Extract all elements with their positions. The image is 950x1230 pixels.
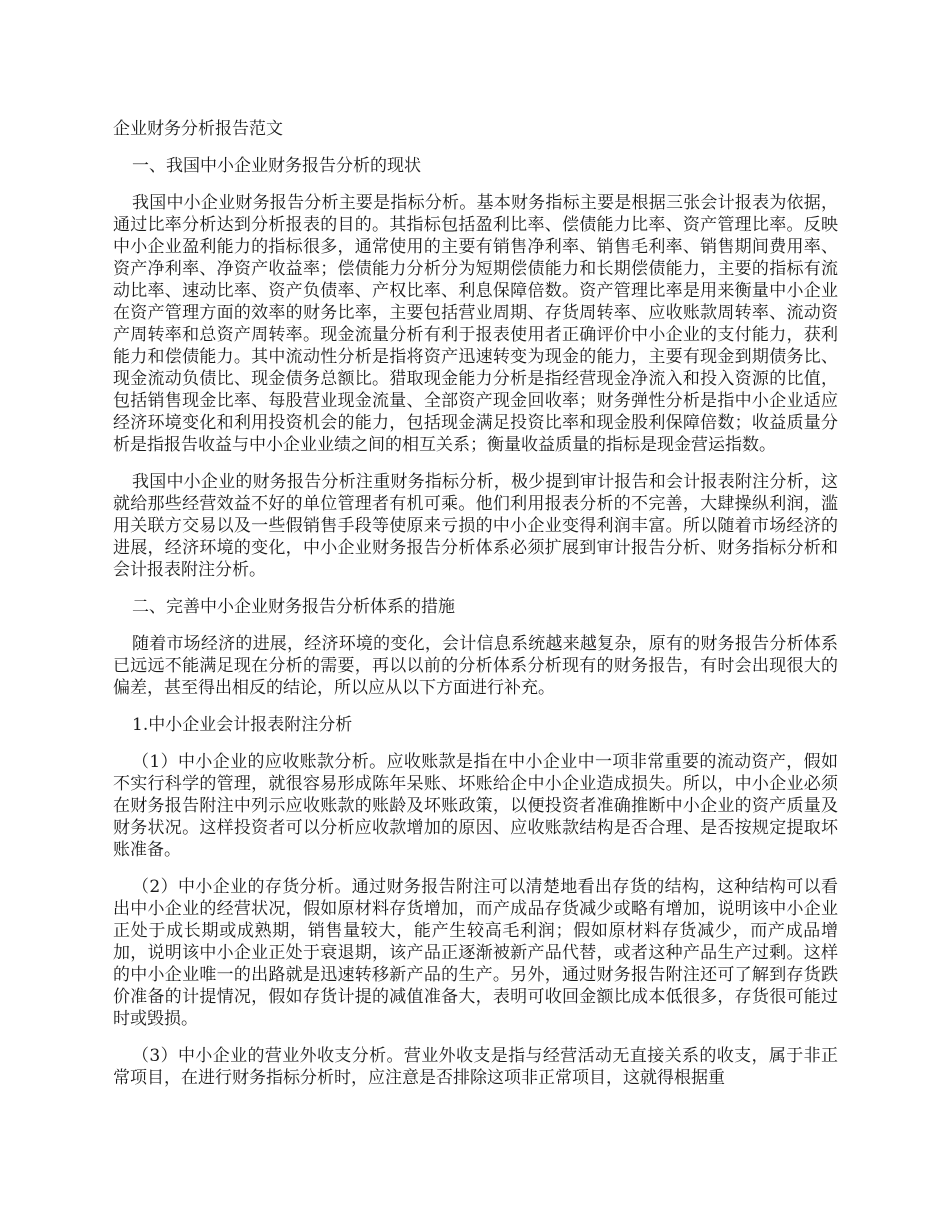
paragraph: 随着市场经济的进展，经济环境的变化，会计信息系统越来越复杂，原有的财务报告分析体系已远远不能满足现在分析的需要，再以以前的分析体系分析现有的财务报告，有时会出现很大的偏差，甚至得出相反的结论，所以应从以下方面进行补充。 — [113, 634, 838, 698]
list-item-paragraph: （1）中小企业的应收账款分析。应收账款是指在中小企业中一项非常重要的流动资产，假如不实行科学的管理，就很容易形成陈年呆账、坏账给企中小企业造成损失。所以，中小企业必须在财务报告附注中列示应收账款的账龄及坏账政策，以便投资者准确推断中小企业的资产质量及财务状况。这样投资者可以分析应收款增加的原因、应收账款结构是否合理、是否按规定提取坏账准备。 — [113, 752, 838, 860]
section-heading-1: 一、我国中小企业财务报告分析的现状 — [132, 156, 421, 176]
paragraph: 我国中小企业财务报告分析主要是指标分析。基本财务指标主要是根据三张会计报表为依据，通过比率分析达到分析报表的目的。其指标包括盈利比率、偿债能力比率、资产管理比率。反映中小企业盈利能力的指标很多，通常使用的主要有销售净利率、销售毛利率、销售期间费用率、资产净利率、净资产收益率；偿债能力分析分为短期偿债能力和长期偿债能力，主要的指标有流动比率、速动比率、资产负债率、产权比率、利息保障倍数。资产管理比率是用来衡量中小企业在资产管理方面的效率的财务比率，主要包括营业周期、存货周转率、应收账款周转率、流动资产周转率和总资产周转率。现金流量分析有利于报表使用者正确评价中小企业的支付能力，获利能力和偿债能力。其中流动性分析是指将资产迅速转变为现金的能力，主要有现金到期债务比、现金流动负债比、现金债务总额比。猎取现金能力分析是指经营现金净流入和投入资源的比值，包括销售现金比率、每股营业现金流量、全部资产现金回收率；财务弹性分析是指中小企业适应经济环境变化和利用投资机会的能力，包括现金满足投资比率和现金股利保障倍数；收益质量分析是指报告收益与中小企业业绩之间的相互关系；衡量收益质量的指标是现金营运指数。 — [113, 193, 838, 455]
document-page — [113, 118, 838, 1104]
subsection-heading-1: 1.中小企业会计报表附注分析 — [132, 715, 353, 735]
section-heading-2: 二、完善中小企业财务报告分析体系的措施 — [132, 597, 455, 617]
paragraph: 我国中小企业的财务报告分析注重财务指标分析，极少提到审计报告和会计报表附注分析，这就给那些经营效益不好的单位管理者有机可乘。他们利用报表分析的不完善，大肆操纵利润，滥用关联方交易以及一些假销售手段等使原来亏损的中小企业变得利润丰富。所以随着市场经济的进展，经济环境的变化，中小企业财务报告分析体系必须扩展到审计报告分析、财务指标分析和会计报表附注分析。 — [113, 472, 838, 580]
list-item-paragraph: （3）中小企业的营业外收支分析。营业外收支是指与经营活动无直接关系的收支，属于非正常项目，在进行财务指标分析时，应注意是否排除这项非正常项目，这就得根据重 — [113, 1046, 838, 1088]
document-title: 企业财务分析报告范文 — [113, 119, 283, 139]
list-item-paragraph: （2）中小企业的存货分析。通过财务报告附注可以清楚地看出存货的结构，这种结构可以看出中小企业的经营状况，假如原材料存货增加，而产成品存货减少或略有增加，说明该中小企业正处于成长期或成熟期，销售量较大，能产生较高毛利润；假如原材料存货减少，而产成品增加，说明该中小企业正处于衰退期，该产品正逐渐被新产品代替，或者这种产品生产过剩。这样的中小企业唯一的出路就是迅速转移新产品的生产。另外，通过财务报告附注还可了解到存货跌价准备的计提情况，假如存货计提的减值准备大，表明可收回金额比成本低很多，存货很可能过时或毁损。 — [113, 877, 838, 1029]
